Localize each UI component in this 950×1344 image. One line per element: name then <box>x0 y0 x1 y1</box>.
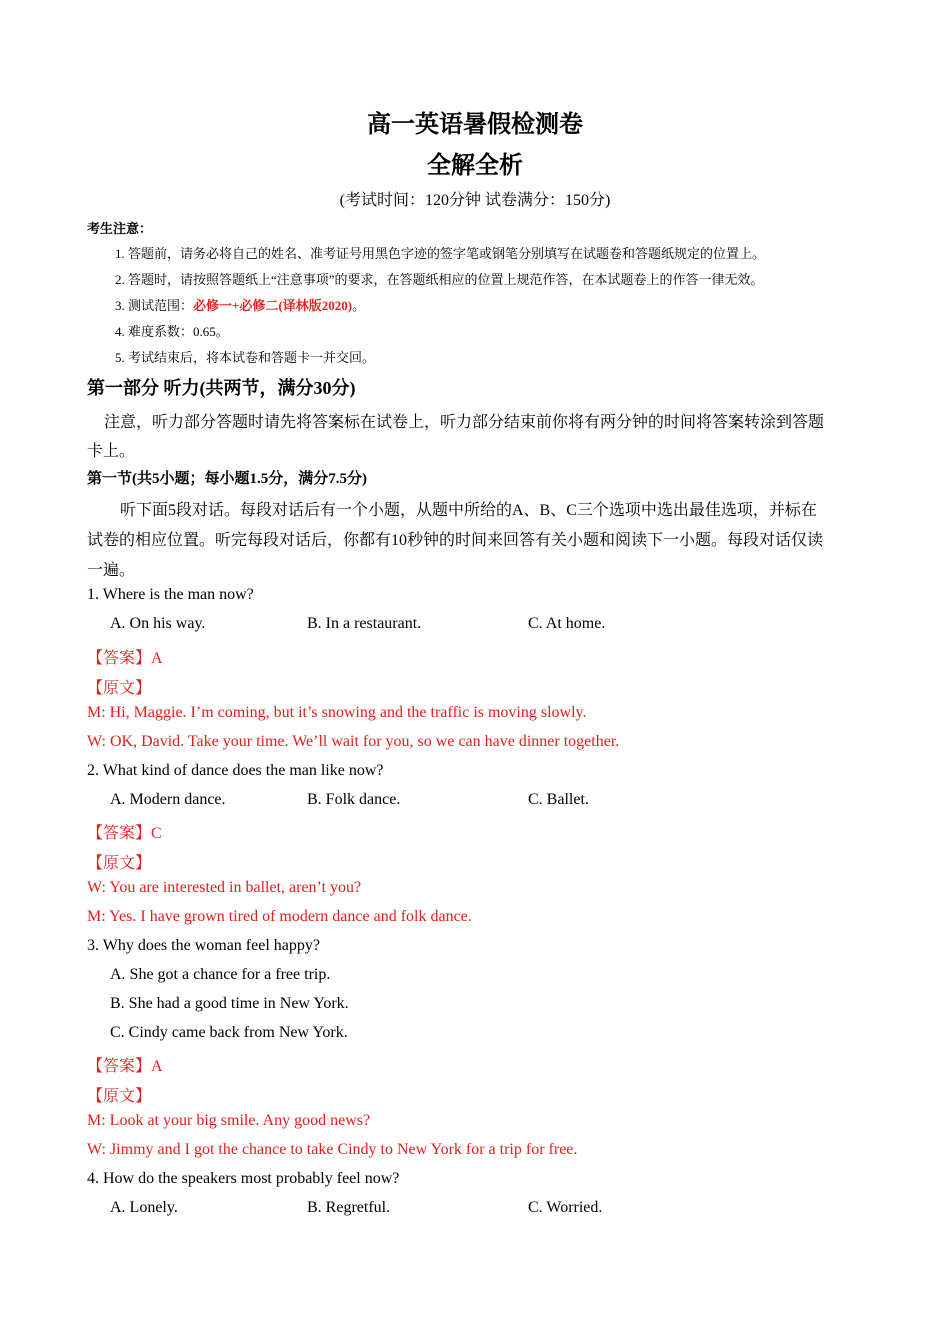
part1-heading: 第一部分 听力(共两节，满分30分) <box>87 378 356 398</box>
instruction-line: 一遍。 <box>87 562 136 579</box>
transcript-line: W: You are interested in ballet, aren’t you? <box>87 879 362 896</box>
transcript-line: M: Look at your big smile. Any good news? <box>87 1112 371 1129</box>
instruction-line: 听下面5段对话。每段对话后有一个小题，从题中所给的A、B、C三个选项中选出最佳选项，并标在 <box>120 502 817 519</box>
option-b: B. Regretful. <box>307 1199 391 1216</box>
page-subtitle: 全解全析 <box>427 153 523 179</box>
question-3: 3. Why does the woman feel happy? <box>87 937 320 954</box>
option-a: A. She got a chance for a free trip. <box>110 966 331 983</box>
note-item-scope <box>115 295 365 314</box>
notes-heading: 考生注意： <box>87 221 153 236</box>
option-c: C. Cindy came back from New York. <box>110 1024 348 1041</box>
question-4: 4. How do the speakers most probably feel now? <box>87 1170 400 1187</box>
part1-note-line: 注意，听力部分答题时请先将答案标在试卷上，听力部分结束前你将有两分钟的时间将答案转涂到答题 <box>104 414 825 431</box>
option-b: B. Folk dance. <box>307 791 401 808</box>
option-c: C. Worried. <box>528 1199 603 1216</box>
source-label: 【原文】 <box>87 1088 152 1105</box>
question-1: 1. Where is the man now? <box>87 586 254 603</box>
note-item: 4. 难度系数：0.65。 <box>115 324 229 339</box>
scope-highlight: 必修一+必修二(译林版2020) <box>193 298 353 313</box>
option-b: B. In a restaurant. <box>307 615 422 632</box>
section1-heading: 第一节(共5小题；每小题1.5分，满分7.5分) <box>87 471 367 487</box>
answer-label: 【答案】C <box>87 825 162 842</box>
question-2: 2. What kind of dance does the man like now? <box>87 762 384 779</box>
option-a: A. Modern dance. <box>110 791 226 808</box>
answer-label: 【答案】A <box>87 1058 163 1075</box>
option-b: B. She had a good time in New York. <box>110 995 349 1012</box>
option-a: A. Lonely. <box>110 1199 178 1216</box>
note-item: 1. 答题前，请务必将自己的姓名、准考证号用黑色字迹的签字笔或钢笔分别填写在试题卷和答题纸规定的位置上。 <box>115 246 766 261</box>
transcript-line: M: Hi, Maggie. I’m coming, but it’s snowing and the traffic is moving slowly. <box>87 704 587 721</box>
source-label: 【原文】 <box>87 855 152 872</box>
transcript-line: W: OK, David. Take your time. We’ll wait for you, so we can have dinner together. <box>87 733 620 750</box>
source-label: 【原文】 <box>87 680 152 697</box>
exam-info: (考试时间：120分钟 试卷满分：150分) <box>339 192 611 209</box>
transcript-line: W: Jimmy and I got the chance to take Cindy to New York for a trip for free. <box>87 1141 578 1158</box>
answer-label: 【答案】A <box>87 650 163 667</box>
note-item: 2. 答题时，请按照答题纸上“注意事项”的要求，在答题纸相应的位置上规范作答，在本试题卷上的作答一律无效。 <box>115 272 764 287</box>
option-a: A. On his way. <box>110 615 206 632</box>
instruction-line: 试卷的相应位置。听完每段对话后，你都有10秒钟的时间来回答有关小题和阅读下一小题。每段对话仅读 <box>87 532 824 549</box>
page-title: 高一英语暑假检测卷 <box>367 112 583 138</box>
scope-end: 。 <box>352 298 366 313</box>
note-item-label: 3. 测试范围： <box>115 298 194 313</box>
option-c: C. At home. <box>528 615 606 632</box>
transcript-line: M: Yes. I have grown tired of modern dance and folk dance. <box>87 908 472 925</box>
note-item: 5. 考试结束后，将本试卷和答题卡一并交回。 <box>115 350 376 365</box>
option-c: C. Ballet. <box>528 791 589 808</box>
part1-note-line: 卡上。 <box>87 443 136 460</box>
